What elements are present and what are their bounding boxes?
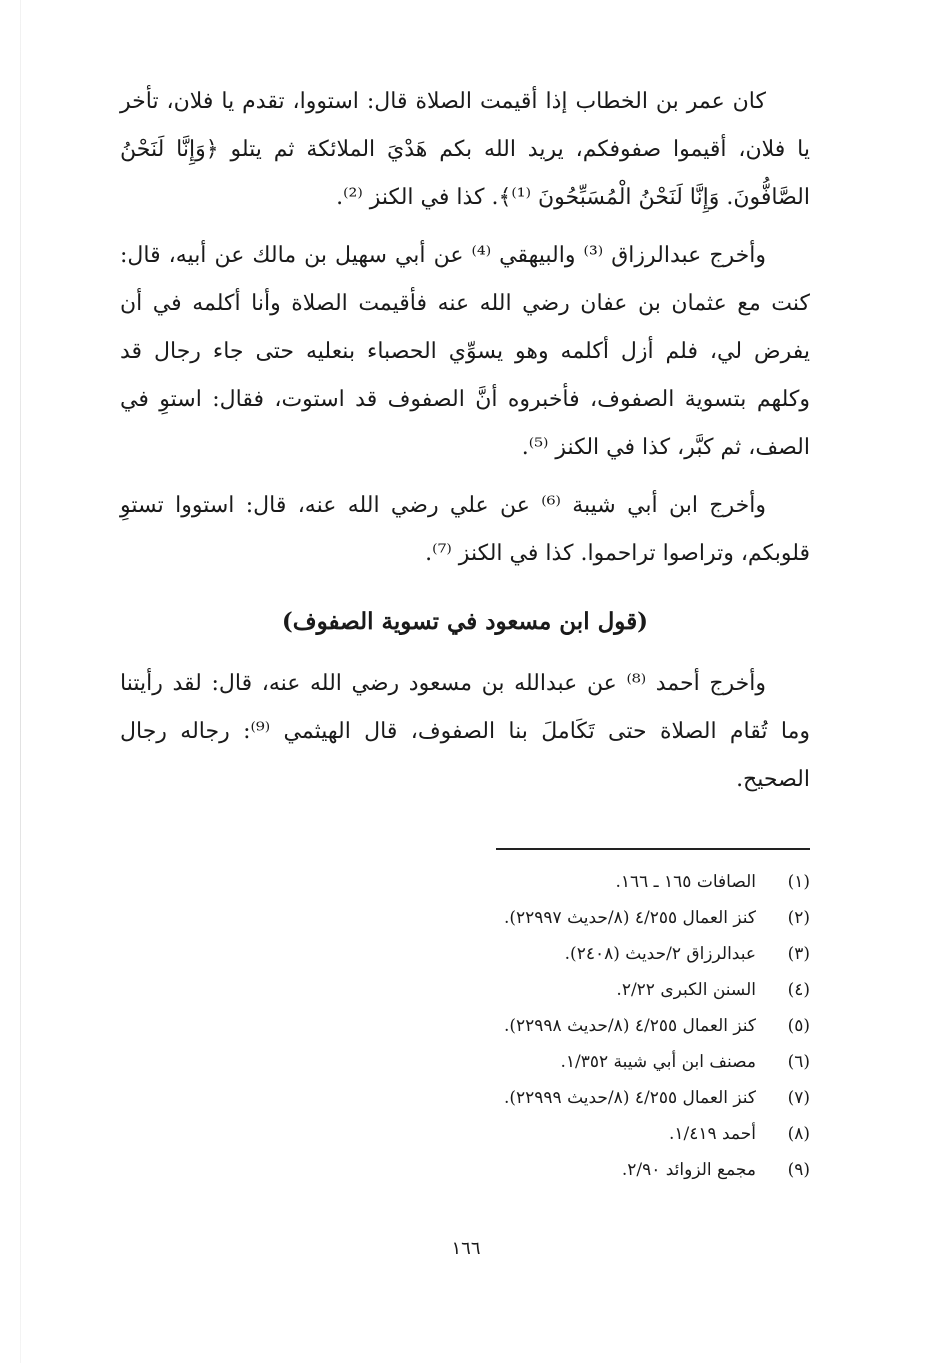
footnote-number: (٨) bbox=[787, 1124, 810, 1144]
footnote-text: مصنف ابن أبي شيبة ١/٣٥٢. bbox=[560, 1052, 756, 1072]
footnote-item bbox=[290, 908, 810, 944]
main-text bbox=[120, 78, 810, 814]
footnote-item bbox=[290, 944, 810, 980]
footnote-number: (١) bbox=[787, 872, 810, 892]
section-heading: (قول ابن مسعود في تسوية الصفوف) bbox=[281, 608, 649, 635]
footnote-text: عبدالرزاق ٢/حديث (٢٤٠٨). bbox=[564, 944, 756, 964]
footnote-item bbox=[290, 980, 810, 1016]
footnote-item bbox=[290, 1016, 810, 1052]
footnote-text: كنز العمال ٤/٢٥٥ (٨/حديث ٢٢٩٩٩). bbox=[503, 1088, 756, 1108]
footnote-item bbox=[290, 1088, 810, 1124]
footnote-text: الصافات ١٦٥ ـ ١٦٦. bbox=[615, 872, 756, 892]
footnote-number: (٩) bbox=[787, 1160, 810, 1180]
footnote-number: (٤) bbox=[787, 980, 810, 1000]
footnote-number: (٥) bbox=[787, 1016, 810, 1036]
footnote-text: السنن الكبرى ٢/٢٢. bbox=[616, 980, 756, 1000]
footnote-text: أحمد ١/٤١٩. bbox=[668, 1124, 756, 1144]
footnote-item bbox=[290, 1124, 810, 1160]
footnotes-list bbox=[290, 872, 810, 1196]
footnote-number: (٢) bbox=[787, 908, 810, 928]
scan-edge-shadow bbox=[20, 0, 21, 1363]
footnote-number: (٧) bbox=[787, 1088, 810, 1108]
paragraph-umar: كان عمر بن الخطاب إذا أقيمت الصلاة قال: استووا، تقدم يا فلان، تأخر يا فلان، أقيموا صفوفكم، يريد الله بكم هَدْيَ الملائكة ثم يتلو ﴿وَإِنَّا لَنَحْنُ الصَّافُّونَ. وَإِنَّا لَنَحْنُ الْمُسَبِّحُونَ ⁽¹⁾﴾. كذا في الكنز ⁽²⁾. bbox=[120, 89, 810, 210]
footnote-item bbox=[290, 872, 810, 908]
footnote-number: (٣) bbox=[787, 944, 810, 964]
footnote-text: كنز العمال ٤/٢٥٥ (٨/حديث ٢٢٩٩٧). bbox=[503, 908, 756, 928]
footnote-number: (٦) bbox=[787, 1052, 810, 1072]
footnote-item bbox=[290, 1160, 810, 1196]
footnote-text: مجمع الزوائد ٢/٩٠. bbox=[621, 1160, 756, 1180]
footnote-text: كنز العمال ٤/٢٥٥ (٨/حديث ٢٢٩٩٨). bbox=[503, 1016, 756, 1036]
footnote-item bbox=[290, 1052, 810, 1088]
paragraph-ibn-masud: وأخرج أحمد ⁽⁸⁾ عن عبدالله بن مسعود رضي الله عنه، قال: لقد رأيتنا وما تُقام الصلاة حتى تَكَاملَ بنا الصفوف، قال الهيثمي ⁽⁹⁾: رجاله رجال الصحيح. bbox=[120, 671, 810, 792]
footnote-divider bbox=[496, 848, 810, 850]
paragraph-uthman: وأخرج عبدالرزاق ⁽³⁾ والبيهقي ⁽⁴⁾ عن أبي سهيل بن مالك عن أبيه، قال: كنت مع عثمان بن عفان رضي الله عنه فأقيمت الصلاة وأنا أكلمه في أن يفرض لي، فلم أزل أكلمه وهو يسوِّي الحصباء بنعليه حتى جاء رجال قد وكلهم بتسوية الصفوف، فأخبروه أنَّ الصفوف قد استوت، فقال: استوِ في الصف، ثم كبَّر، كذا في الكنز ⁽⁵⁾. bbox=[120, 243, 810, 460]
paragraph-ali: وأخرج ابن أبي شيبة ⁽⁶⁾ عن علي رضي الله عنه، قال: استووا تستوِ قلوبكم، وتراصوا تراحموا. كذا في الكنز ⁽⁷⁾. bbox=[120, 493, 810, 566]
page-number: ١٦٦ bbox=[451, 1238, 481, 1259]
